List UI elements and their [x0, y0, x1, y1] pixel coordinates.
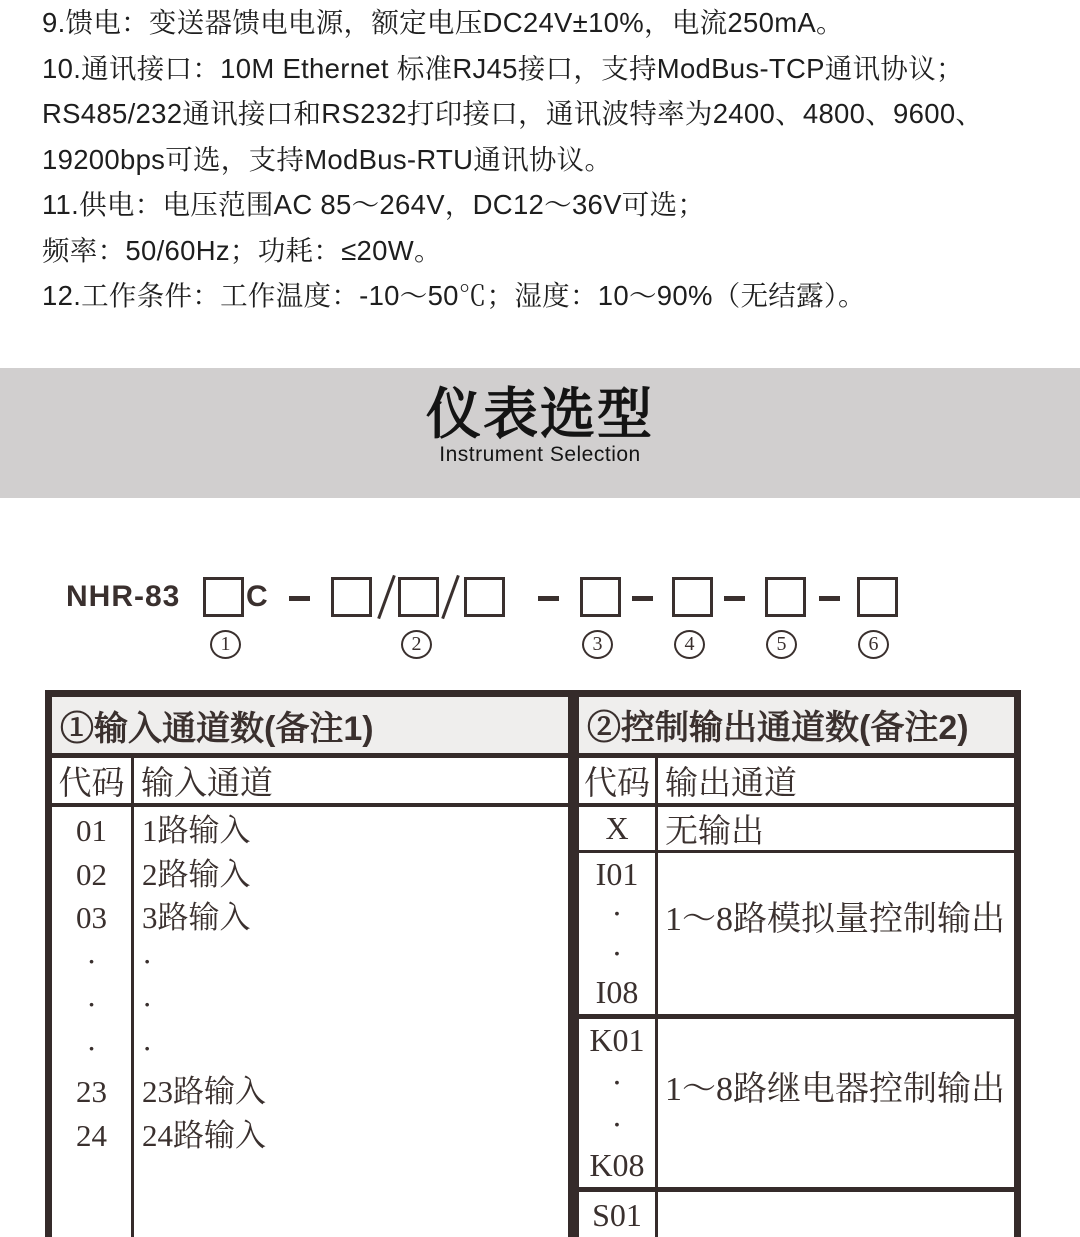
code-value: K08 — [589, 1147, 645, 1184]
input-code-cells — [52, 807, 134, 1237]
callout-5: 5 — [766, 630, 797, 659]
channel-value: 2路输入 — [142, 856, 251, 892]
output-channels-column — [579, 697, 1014, 1237]
code-value: 03 — [76, 900, 107, 935]
dash-separator — [819, 596, 840, 601]
table-row-s01 — [579, 1192, 1014, 1237]
input-subheader-row — [52, 758, 568, 807]
code-column-header: 代码 — [579, 758, 658, 803]
spec-line-11b: 频率：50/60Hz；功耗：≤20W。 — [42, 234, 442, 266]
code-value: 23 — [76, 1074, 107, 1109]
callout-3: 3 — [582, 630, 613, 659]
section-title: 仪表选型 — [425, 383, 654, 445]
ellipsis-dot: · — [86, 943, 97, 979]
spec-paragraph — [42, 0, 1052, 319]
spec-line-10c: 19200bps可选，支持ModBus-RTU通讯协议。 — [42, 143, 613, 175]
code-value: 24 — [76, 1117, 107, 1153]
code-value: S01 — [579, 1192, 658, 1237]
callout-6: 6 — [858, 630, 889, 659]
section-subtitle: Instrument Selection — [439, 443, 641, 466]
code-value: X — [579, 807, 658, 850]
table-row-relay-output — [579, 1019, 1014, 1192]
table-row-no-output — [579, 807, 1014, 853]
spec-line-9: 9.馈电：变送器馈电电源，额定电压DC24V±10%，电流250mA。 — [42, 7, 844, 38]
selection-table — [45, 690, 1021, 1237]
code-value: 02 — [76, 856, 107, 892]
section-banner — [0, 368, 1080, 498]
spec-line-11: 11.供电：电压范围AC 85～264V，DC12～36V可选； — [42, 189, 706, 220]
model-box-1 — [203, 577, 244, 617]
ellipsis-dot: · — [611, 1063, 623, 1100]
slash-separator — [441, 575, 460, 619]
channel-value: 1～8路模拟量控制输出 — [665, 900, 1005, 938]
model-box-6 — [672, 577, 713, 617]
ellipsis-dot: · — [86, 1030, 97, 1066]
dash-separator — [538, 596, 559, 601]
model-c-label: C — [246, 580, 268, 613]
code-value: I08 — [595, 974, 639, 1011]
channel-value — [658, 1192, 1014, 1237]
ellipsis-dot: · — [611, 895, 623, 932]
callout-2: 2 — [401, 630, 432, 659]
input-channels-body — [52, 807, 568, 1237]
ellipsis-dot: · — [142, 987, 153, 1022]
ellipsis-dot: · — [611, 934, 623, 971]
model-box-2 — [331, 577, 372, 617]
ellipsis-dot: · — [142, 943, 153, 979]
table-row-analog-output — [579, 853, 1014, 1019]
model-box-5 — [580, 577, 621, 617]
code-value: K01 — [589, 1021, 645, 1058]
channel-value: 3路输入 — [142, 900, 251, 935]
input-channel-cells — [134, 807, 568, 1237]
model-box-4 — [464, 577, 505, 617]
spec-line-10b: RS485/232通讯接口和RS232打印接口，通讯波特率为2400、4800、9600、 — [42, 98, 984, 129]
output-subheader-row — [579, 758, 1014, 807]
code-column-header: 代码 — [52, 758, 134, 803]
output-channel-column-header: 输出通道 — [665, 765, 797, 802]
channel-value: 无输出 — [665, 813, 764, 850]
callout-1: 1 — [210, 630, 241, 659]
ellipsis-dot: · — [86, 987, 97, 1022]
model-box-8 — [857, 577, 898, 617]
code-range-cell — [579, 1019, 658, 1187]
code-value: 01 — [76, 813, 107, 848]
input-channel-column-header: 输入通道 — [141, 766, 273, 802]
input-channels-header: ①输入通道数(备注1) — [52, 697, 568, 758]
slash-separator — [377, 575, 396, 619]
channel-value: 23路输入 — [142, 1074, 266, 1109]
callout-4: 4 — [674, 630, 705, 659]
channel-value: 24路输入 — [142, 1117, 266, 1153]
model-box-7 — [765, 577, 806, 617]
code-range-cell — [579, 853, 658, 1014]
spec-line-10: 10.通讯接口：10M Ethernet 标准RJ45接口，支持ModBus-TCP通讯协议； — [42, 52, 964, 84]
channel-value: 1～8路继电器控制输出 — [665, 1070, 1005, 1108]
channel-value: 1路输入 — [142, 813, 251, 848]
code-value: I01 — [595, 855, 639, 892]
ellipsis-dot: · — [142, 1030, 153, 1066]
input-channels-column — [52, 697, 579, 1237]
spec-line-12: 12.工作条件：工作温度：-10～50℃；湿度：10～90%（无结露）。 — [42, 280, 866, 311]
dash-separator — [724, 596, 745, 601]
model-prefix: NHR-83 — [66, 580, 181, 613]
model-box-3 — [398, 577, 439, 617]
dash-separator — [632, 596, 653, 601]
output-channels-header: ②控制输出通道数(备注2) — [579, 697, 1014, 758]
dash-separator — [289, 596, 310, 601]
ellipsis-dot: · — [611, 1105, 623, 1142]
